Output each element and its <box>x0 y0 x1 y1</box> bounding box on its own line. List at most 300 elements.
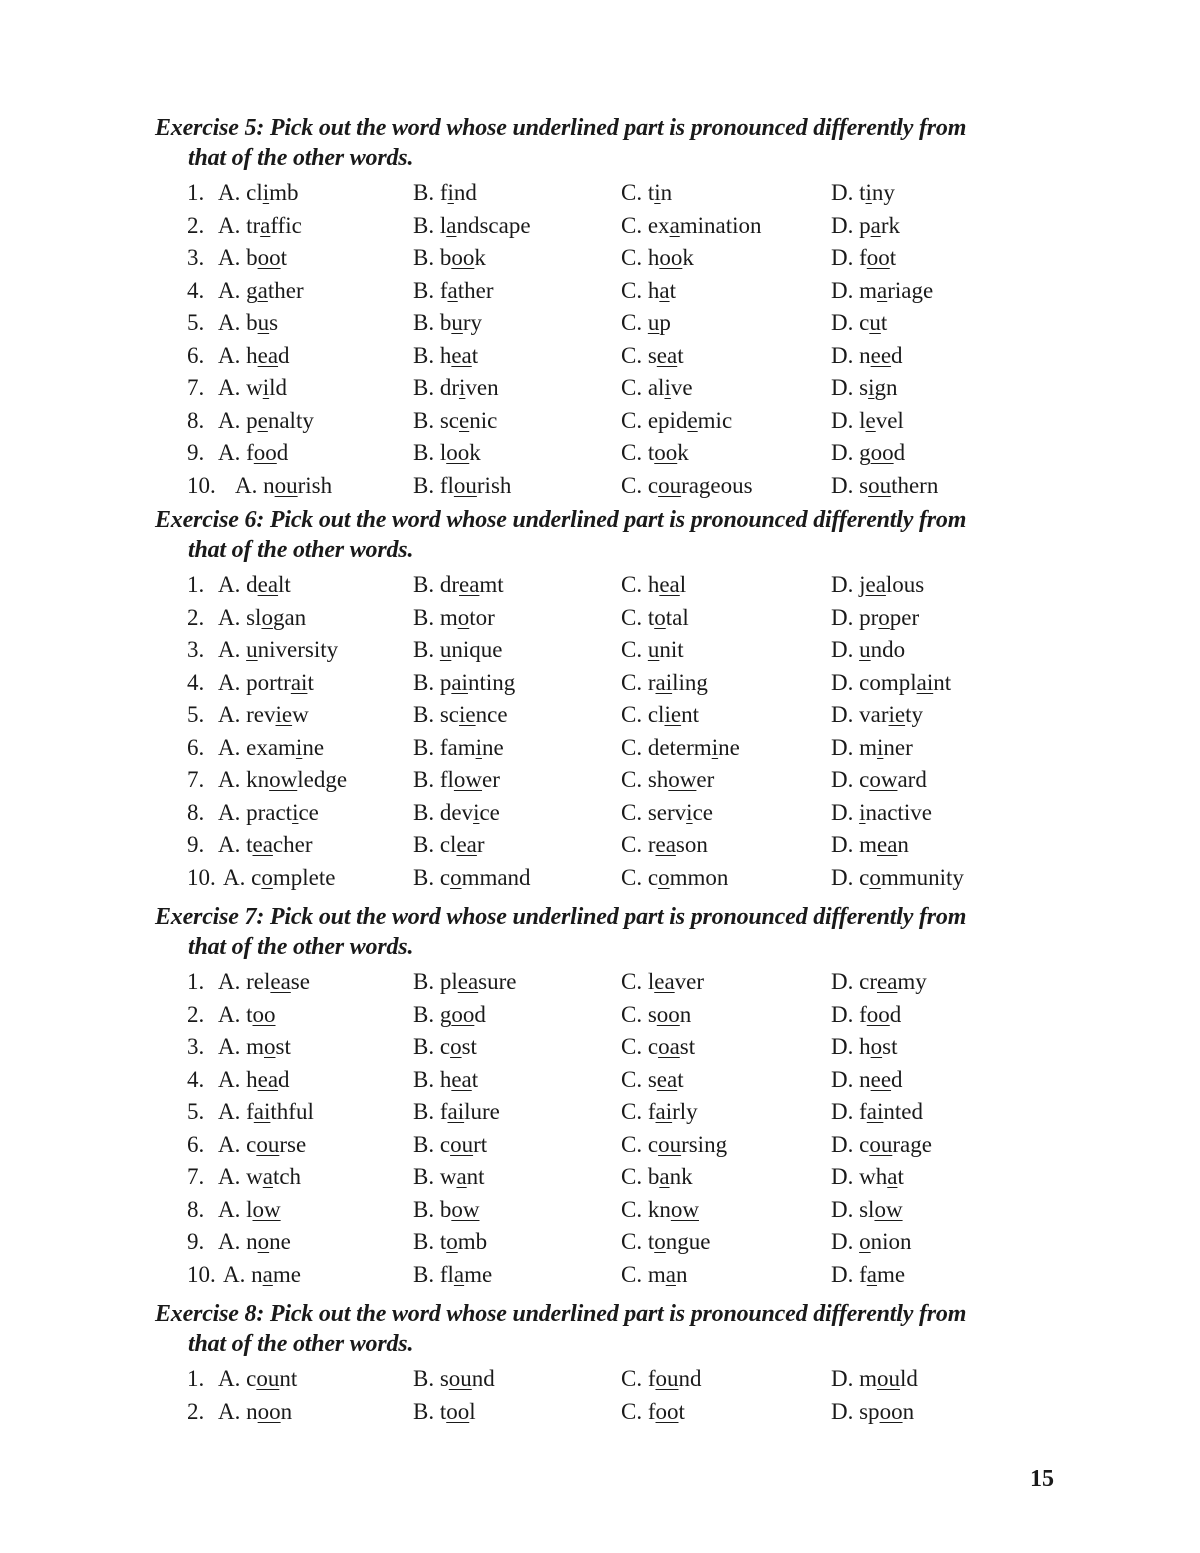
underlined-part: ea <box>659 572 680 597</box>
word-suffix: r <box>476 832 485 857</box>
word-prefix: D. n <box>831 1066 871 1092</box>
word-suffix: mmon <box>669 864 729 890</box>
word-prefix: A. w <box>218 375 263 400</box>
word-prefix: C. cl <box>621 702 665 727</box>
option-c <box>621 829 708 861</box>
word-suffix: ard <box>897 767 927 792</box>
word-suffix: se <box>290 969 310 994</box>
word-suffix: d <box>278 342 290 368</box>
question-row <box>155 797 1075 830</box>
option-c <box>621 1259 687 1291</box>
option-b <box>413 764 500 796</box>
option-a <box>218 999 276 1031</box>
word-prefix: C. t <box>621 180 655 205</box>
question-number: 1. <box>187 969 205 994</box>
question-list <box>155 1363 1075 1428</box>
question-number: 3. <box>187 1034 205 1059</box>
word-suffix: n <box>897 832 909 857</box>
underlined-part: ea <box>457 969 479 994</box>
option-d <box>831 470 938 502</box>
option-d <box>831 999 901 1031</box>
word-prefix: C. c <box>621 472 659 498</box>
underlined-part: oo <box>451 1001 475 1027</box>
option-a <box>218 1396 292 1428</box>
option-d <box>831 372 897 404</box>
option-d <box>831 1064 903 1096</box>
option-c <box>621 569 686 601</box>
option-b <box>413 1031 477 1063</box>
word-suffix: er <box>482 767 500 792</box>
word-prefix: B. fam <box>413 734 476 760</box>
option-a <box>218 732 324 764</box>
option-d <box>831 1129 932 1161</box>
word-prefix: A. n <box>223 1261 263 1287</box>
underlined-part: ai <box>451 669 468 695</box>
word-suffix: gan <box>272 604 307 630</box>
option-b <box>413 569 504 601</box>
word-prefix: A. l <box>218 1196 253 1222</box>
underlined-part: ou <box>448 1366 472 1391</box>
question-row <box>155 862 1075 895</box>
underlined-part: oo <box>257 245 281 270</box>
word-prefix: B. l <box>413 440 447 465</box>
option-b <box>413 340 478 372</box>
word-prefix: A. w <box>218 1164 263 1189</box>
option-c <box>621 1064 684 1096</box>
word-suffix: ne <box>269 1229 291 1254</box>
option-d <box>831 437 905 469</box>
option-a <box>218 177 299 209</box>
word-prefix: A. c <box>218 1366 257 1391</box>
word-suffix: d <box>276 440 289 465</box>
underlined-part: ea <box>451 342 472 368</box>
underlined-part: o <box>450 1034 462 1059</box>
word-suffix: ty <box>905 702 923 727</box>
word-suffix: ling <box>672 669 708 695</box>
word-prefix: C. serv <box>621 799 687 825</box>
option-b <box>413 1396 476 1428</box>
underlined-part: a <box>262 1261 273 1287</box>
underlined-part: o <box>446 1229 458 1254</box>
word-prefix: D. sl <box>831 1196 875 1222</box>
underlined-part: ow <box>252 1196 281 1222</box>
option-a <box>218 1096 314 1128</box>
option-a <box>218 1031 291 1063</box>
underlined-part: u <box>859 637 871 662</box>
underlined-part: i <box>664 375 671 400</box>
option-a <box>223 1259 301 1291</box>
word-suffix: son <box>675 832 708 857</box>
question-number: 4. <box>187 669 205 695</box>
option-c <box>621 372 693 404</box>
option-c <box>621 1396 685 1428</box>
word-prefix: A. tr <box>218 212 261 238</box>
word-prefix: D. compl <box>831 669 917 695</box>
underlined-part: oo <box>451 245 475 270</box>
underlined-part: i <box>686 799 693 825</box>
word-prefix: A. n <box>218 1229 258 1254</box>
word-suffix: nting <box>467 669 516 695</box>
question-number: 10. <box>187 864 216 890</box>
option-c <box>621 210 762 242</box>
word-suffix: niversity <box>257 637 339 662</box>
word-suffix: thful <box>270 1099 314 1124</box>
question-row <box>155 699 1075 732</box>
option-c <box>621 1194 699 1226</box>
underlined-part: i <box>475 734 482 760</box>
question-row <box>155 1161 1075 1194</box>
option-d <box>831 966 927 998</box>
word-prefix: D. cr <box>831 969 877 994</box>
underlined-part: oo <box>446 1398 470 1424</box>
word-prefix: A. d <box>218 572 258 597</box>
underlined-part: e <box>459 407 470 433</box>
question-row <box>155 966 1075 999</box>
word-prefix: D. c <box>831 864 870 890</box>
word-prefix: C. <box>621 310 648 335</box>
option-a <box>218 340 290 372</box>
option-b <box>413 999 486 1031</box>
underlined-part: ea <box>257 1066 279 1092</box>
word-suffix: ne <box>302 734 325 760</box>
word-prefix: D. n <box>831 342 871 368</box>
word-prefix: B. sc <box>413 702 459 727</box>
underlined-part: ea <box>270 969 291 994</box>
underlined-part: ea <box>459 572 480 597</box>
question-row <box>155 1363 1075 1396</box>
word-suffix: n <box>660 180 673 205</box>
word-suffix: ne <box>718 734 740 760</box>
word-prefix: A. b <box>218 310 258 335</box>
option-b <box>413 307 482 339</box>
word-suffix: me <box>272 1261 301 1287</box>
underlined-part: oo <box>659 245 683 270</box>
underlined-part: ow <box>670 1196 699 1222</box>
question-row <box>155 569 1075 602</box>
option-c <box>621 862 728 894</box>
word-suffix: er <box>696 767 715 792</box>
word-suffix: rageous <box>681 472 753 498</box>
underlined-part: ow <box>869 767 898 792</box>
word-suffix: lous <box>885 572 925 597</box>
option-a <box>218 372 287 404</box>
option-b <box>413 634 502 666</box>
word-suffix: s <box>269 310 279 335</box>
underlined-part: i <box>865 180 872 205</box>
word-suffix: nactive <box>865 799 932 825</box>
underlined-part: o <box>870 1034 883 1059</box>
underlined-part: o <box>654 604 666 630</box>
option-a <box>218 667 314 699</box>
word-suffix: d <box>891 342 903 368</box>
underlined-part: oo <box>446 440 470 465</box>
question-number: 9. <box>187 1229 205 1254</box>
underlined-part: ow <box>451 1196 480 1222</box>
underlined-part: ou <box>869 1131 893 1157</box>
underlined-part: ai <box>290 669 308 695</box>
word-prefix: C. ex <box>621 212 670 238</box>
word-suffix: ld <box>269 375 288 400</box>
word-suffix: mb <box>269 180 299 205</box>
word-prefix: B. <box>413 637 440 662</box>
exercise-title-line-1: Exercise 7: Pick out the word whose underlined part is pronounced differently from <box>155 904 967 930</box>
underlined-part: u <box>246 637 258 662</box>
question-row <box>155 1096 1075 1129</box>
word-suffix: gn <box>874 375 898 400</box>
underlined-part: o <box>658 864 670 890</box>
underlined-part: oo <box>656 1001 680 1027</box>
underlined-part: oo <box>870 440 894 465</box>
question-number: 8. <box>187 799 205 825</box>
word-prefix: A. cl <box>218 180 263 205</box>
underlined-part: ga <box>246 277 268 303</box>
word-prefix: C. s <box>621 1066 657 1092</box>
underlined-part: i <box>473 799 480 825</box>
option-b <box>413 242 486 274</box>
question-number: 5. <box>187 702 205 727</box>
word-suffix: n <box>675 1261 688 1287</box>
underlined-part: ow <box>874 1196 903 1222</box>
option-a <box>218 242 287 274</box>
word-prefix: D. m <box>831 1366 877 1391</box>
option-d <box>831 602 919 634</box>
word-suffix: ngue <box>665 1229 711 1254</box>
word-suffix: t <box>280 245 288 270</box>
option-a <box>218 699 309 731</box>
word-suffix: n <box>280 1398 293 1424</box>
underlined-part: o <box>264 1034 276 1059</box>
word-suffix: nk <box>669 1164 693 1189</box>
word-prefix: B. dr <box>413 572 459 597</box>
word-suffix: rish <box>297 472 333 498</box>
option-d <box>831 797 932 829</box>
word-prefix: C. b <box>621 1164 660 1189</box>
word-prefix: B. m <box>413 604 458 630</box>
question-number: 4. <box>187 277 205 303</box>
word-prefix: C. s <box>621 342 657 368</box>
underlined-part: ea <box>257 342 279 368</box>
underlined-part: ea <box>865 572 886 597</box>
word-suffix: per <box>889 604 920 630</box>
word-suffix: thern <box>891 472 939 498</box>
word-suffix: ne <box>482 734 504 760</box>
word-prefix: C. epid <box>621 407 688 433</box>
word-prefix: D. f <box>831 1001 867 1027</box>
question-list <box>155 966 1075 1291</box>
word-prefix: A. n <box>218 1398 258 1424</box>
option-d <box>831 1226 912 1258</box>
word-suffix: lure <box>464 1099 500 1124</box>
word-suffix: l <box>679 572 687 597</box>
word-prefix: A. p <box>218 407 258 433</box>
underlined-part: i <box>654 180 661 205</box>
word-prefix: A. c <box>223 864 262 890</box>
word-prefix: B. g <box>413 1001 452 1027</box>
underlined-part: ou <box>274 472 298 498</box>
option-d <box>831 829 909 861</box>
option-c <box>621 966 704 998</box>
question-number: 7. <box>187 767 205 792</box>
word-prefix: B. fl <box>413 472 454 498</box>
word-prefix: A. rel <box>218 969 271 994</box>
question-list <box>155 569 1075 894</box>
option-c <box>621 1129 727 1161</box>
question-number: 8. <box>187 1196 205 1222</box>
option-a <box>218 275 304 307</box>
word-prefix: B. c <box>413 864 451 890</box>
question-number: 2. <box>187 604 205 630</box>
option-c <box>621 667 708 699</box>
underlined-part: o <box>457 604 470 630</box>
word-suffix: st <box>275 1034 291 1059</box>
word-prefix: A. h <box>218 342 258 368</box>
word-prefix: A. t <box>218 1001 253 1027</box>
underlined-part: a <box>456 1164 467 1189</box>
option-c <box>621 1031 695 1063</box>
question-number: 1. <box>187 572 205 597</box>
word-suffix: nt <box>681 702 699 727</box>
exercise-8 <box>155 1299 1075 1428</box>
option-a <box>218 797 319 829</box>
option-c <box>621 340 684 372</box>
word-prefix: B. dev <box>413 799 474 825</box>
word-prefix: B. b <box>413 310 452 335</box>
underlined-part: i <box>447 180 454 205</box>
exercise-title-line-2: that of the other words. <box>188 537 414 563</box>
word-suffix: k <box>469 440 481 465</box>
word-suffix: ner <box>883 734 913 760</box>
option-b <box>413 275 493 307</box>
word-prefix: C. f <box>621 1366 656 1391</box>
word-prefix: D. m <box>831 734 877 760</box>
question-number: 2. <box>187 212 205 238</box>
underlined-part: u <box>451 310 463 335</box>
underlined-part: o <box>257 1229 270 1254</box>
question-number: 6. <box>187 734 205 760</box>
option-c <box>621 275 676 307</box>
word-suffix: rsing <box>681 1131 728 1157</box>
option-c <box>621 242 694 274</box>
option-a <box>218 764 347 796</box>
word-prefix: D. f <box>831 245 867 270</box>
word-suffix: d <box>893 440 906 465</box>
word-prefix: C. sh <box>621 767 669 792</box>
underlined-part: o <box>261 604 273 630</box>
word-prefix: C. c <box>621 1034 659 1059</box>
question-number: 5. <box>187 1099 205 1124</box>
underlined-part: ai <box>866 1099 884 1124</box>
question-row <box>155 1064 1075 1097</box>
underlined-part: i <box>292 799 299 825</box>
underlined-part: ou <box>658 472 682 498</box>
underlined-part: o <box>654 1229 666 1254</box>
underlined-part: ee <box>870 342 892 368</box>
word-suffix: me <box>464 1261 493 1287</box>
word-suffix: vel <box>875 407 904 433</box>
option-b <box>413 699 508 731</box>
word-prefix: A. rev <box>218 702 276 727</box>
word-prefix: D. wh <box>831 1164 888 1189</box>
question-number: 9. <box>187 440 205 465</box>
option-c <box>621 699 699 731</box>
question-number: 5. <box>187 310 205 335</box>
question-row <box>155 1031 1075 1064</box>
underlined-part: oo <box>879 1398 903 1424</box>
word-prefix: D. g <box>831 440 871 465</box>
exercise-title <box>155 505 1075 565</box>
word-suffix: n <box>679 1001 692 1027</box>
option-d <box>831 764 927 796</box>
underlined-part: ie <box>459 702 476 727</box>
option-d <box>831 1031 897 1063</box>
word-suffix: k <box>677 440 689 465</box>
word-prefix: A. b <box>218 245 258 270</box>
exercise-title-line-1: Exercise 5: Pick out the word whose underlined part is pronounced differently from <box>155 115 967 141</box>
word-prefix: D. var <box>831 702 889 727</box>
option-d <box>831 307 887 339</box>
underlined-part: oo <box>654 440 678 465</box>
underlined-part: i <box>459 375 466 400</box>
word-prefix: D. c <box>831 310 870 335</box>
question-row <box>155 764 1075 797</box>
option-b <box>413 470 511 502</box>
question-number: 2. <box>187 1398 205 1424</box>
question-number: 9. <box>187 832 205 857</box>
option-b <box>413 1161 485 1193</box>
word-prefix: B. f <box>413 277 448 303</box>
question-row <box>155 405 1075 438</box>
option-b <box>413 210 531 242</box>
word-suffix: mmunity <box>880 864 964 890</box>
word-prefix: C. al <box>621 375 665 400</box>
option-d <box>831 210 900 242</box>
word-suffix: rt <box>473 1131 488 1157</box>
option-c <box>621 437 689 469</box>
word-suffix: ry <box>462 310 483 335</box>
option-c <box>621 797 713 829</box>
word-suffix: tch <box>272 1164 302 1189</box>
page-number: 15 <box>1030 1466 1054 1492</box>
underlined-part: i <box>877 734 884 760</box>
word-prefix: C. f <box>621 1398 656 1424</box>
word-prefix: C. determ <box>621 734 712 760</box>
word-prefix: A. exam <box>218 734 296 760</box>
word-suffix: tal <box>665 604 689 630</box>
word-prefix: A. f <box>218 440 254 465</box>
option-d <box>831 177 895 209</box>
question-number: 1. <box>187 180 205 205</box>
question-row <box>155 667 1075 700</box>
word-prefix: C. r <box>621 832 656 857</box>
word-suffix: t <box>678 1398 685 1424</box>
option-d <box>831 569 924 601</box>
question-row <box>155 1194 1075 1227</box>
underlined-part: i <box>868 375 875 400</box>
word-prefix: C. t <box>621 604 655 630</box>
option-d <box>831 1363 918 1395</box>
underlined-part: ea <box>655 832 676 857</box>
option-c <box>621 602 689 634</box>
question-row <box>155 999 1075 1032</box>
underlined-part: i <box>262 180 270 205</box>
underlined-part: a <box>665 1261 676 1287</box>
question-number: 10. <box>187 472 216 498</box>
word-prefix: A. sl <box>218 604 262 630</box>
word-prefix: D. <box>831 1229 860 1254</box>
word-suffix: ny <box>871 180 895 205</box>
word-prefix: A. kn <box>218 767 270 792</box>
option-c <box>621 470 753 502</box>
